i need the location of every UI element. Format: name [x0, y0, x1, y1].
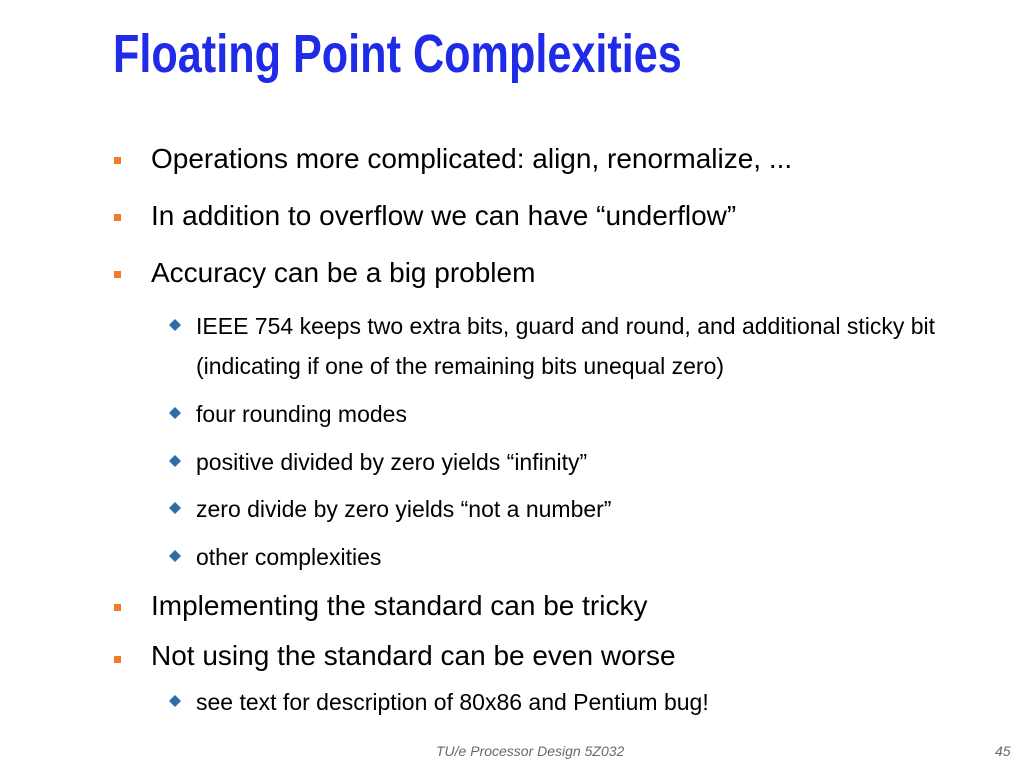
bullet-text: In addition to overflow we can have “underflow”: [151, 200, 737, 231]
sub-bullet-text: four rounding modes: [196, 401, 407, 427]
square-bullet-icon: [114, 656, 121, 663]
sub-bullet-text: positive divided by zero yields “infinity”: [196, 449, 588, 475]
sub-bullet-text: see text for description of 80x86 and Pentium bug!: [196, 689, 709, 715]
footer-course-label: TU/e Processor Design 5Z032: [436, 743, 625, 759]
sub-bullet-text: other complexities: [196, 544, 382, 570]
diamond-bullet-icon: [169, 695, 181, 707]
square-bullet-icon: [114, 604, 121, 611]
diamond-bullet-icon: [169, 319, 181, 331]
square-bullet-icon: [114, 214, 121, 221]
bullet-text: Implementing the standard can be tricky: [151, 590, 648, 621]
slide-title: Floating Point Complexities: [113, 24, 682, 84]
bullet-text: Accuracy can be a big problem: [151, 257, 536, 288]
sub-bullet-text: IEEE 754 keeps two extra bits, guard and round, and additional sticky bit (indicating if one of the remaining bits unequal zero): [196, 313, 935, 379]
square-bullet-icon: [114, 271, 121, 278]
diamond-bullet-icon: [169, 455, 181, 467]
page-number: 45: [995, 743, 1011, 759]
diamond-bullet-icon: [169, 407, 181, 419]
square-bullet-icon: [114, 157, 121, 164]
diamond-bullet-icon: [169, 502, 181, 514]
sub-bullet-text: zero divide by zero yields “not a number”: [196, 496, 612, 522]
bullet-text: Not using the standard can be even worse: [151, 640, 676, 671]
bullet-text: Operations more complicated: align, renormalize, ...: [151, 143, 793, 174]
diamond-bullet-icon: [169, 550, 181, 562]
